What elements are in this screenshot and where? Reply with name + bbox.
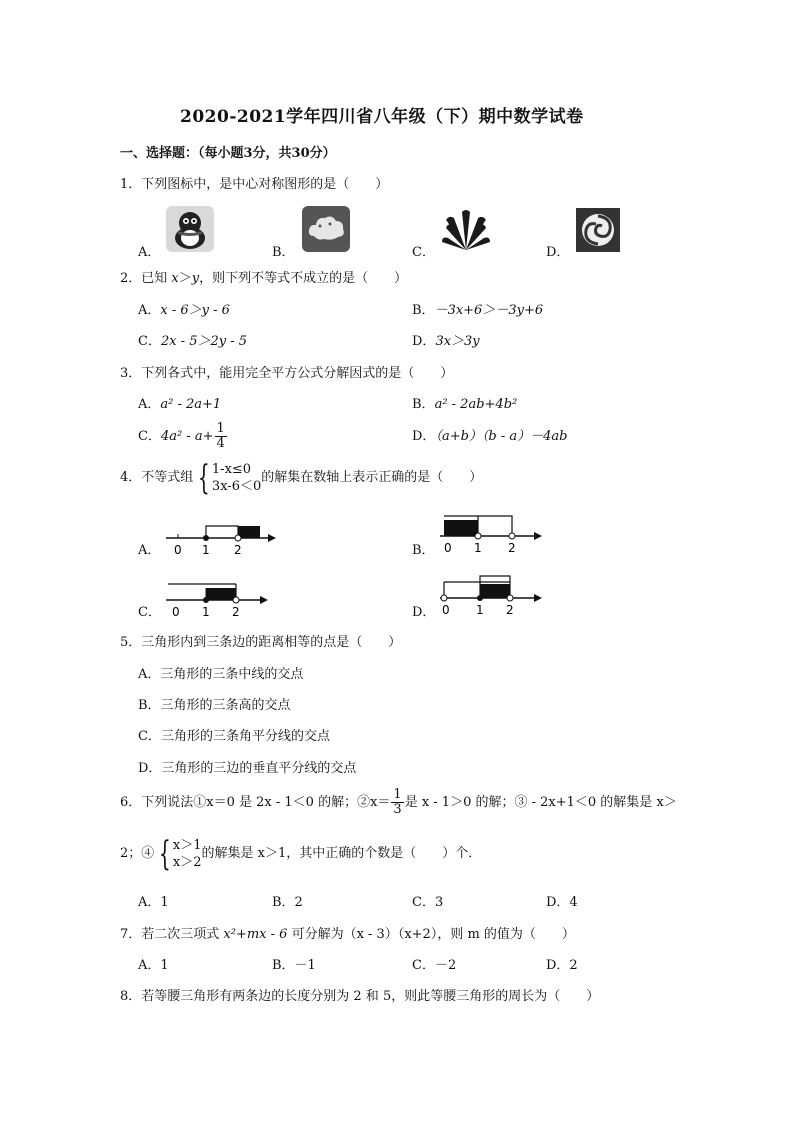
- q5-option-a: A．三角形的三条中线的交点: [138, 667, 304, 682]
- q4-numberline-b: [434, 510, 544, 556]
- section-heading: 一、选择题：（每小题3分，共30分）: [120, 146, 336, 161]
- cloud-icon: [302, 206, 350, 256]
- question-7-stem: 7．若二次三项式 x²+mx - 6 可分解为（x - 3）（x+2），则 m 的值为（ ）: [120, 927, 575, 942]
- q4-option-a-label: A．: [138, 543, 161, 558]
- tick-label: 2: [508, 541, 516, 555]
- penguin-icon: [166, 206, 214, 256]
- q4-numberline-c: [160, 576, 270, 622]
- q4-numberline-d: [434, 572, 544, 618]
- question-5-stem: 5．三角形内到三条边的距离相等的点是（ ）: [120, 635, 402, 650]
- question-1-stem: 1．下列图标中，是中心对称图形的是（ ）: [120, 177, 389, 192]
- q1-option-d-label: D．: [546, 245, 570, 260]
- inequality-system-q6: { x＞1 x＞2: [159, 833, 202, 874]
- inequality-system: { 1-x≤0 3x-6＜0: [198, 457, 262, 498]
- swirl-icon: [576, 208, 620, 256]
- q2-option-b: B．－3x+6＞－3y+6: [412, 303, 544, 318]
- tick-label: 1: [476, 603, 484, 617]
- q3-option-b: B．a² - 2ab+4b²: [412, 397, 518, 412]
- q3-option-c: C．4a² - a+ $\frac{1}{4}$: [138, 421, 225, 451]
- q6-option-a: A．1: [138, 895, 169, 910]
- question-2-stem: 2．已知 x＞y，则下列不等式不成立的是（ ）: [120, 271, 408, 286]
- q2-option-c: C．2x - 5＞2y - 5: [138, 334, 248, 349]
- tick-label: 2: [232, 605, 240, 619]
- tick-label: 1: [474, 541, 482, 555]
- q3-option-a: A．a² - 2a+1: [138, 397, 222, 412]
- tick-label: 2: [234, 543, 242, 557]
- page-title: 2020-2021学年四川省八年级（下）期中数学试卷: [180, 107, 584, 127]
- q6-option-d: D．4: [546, 895, 578, 910]
- q7-option-a: A．1: [138, 958, 169, 973]
- tick-label: 2: [506, 603, 514, 617]
- q4-numberline-a: [160, 514, 280, 560]
- q6-option-b: B．2: [272, 895, 303, 910]
- q7-option-b: B．－1: [272, 958, 316, 973]
- q3-option-d: D．（a+b）（b - a）－4ab: [412, 429, 568, 444]
- q4-option-b-label: B．: [412, 543, 435, 558]
- question-8-stem: 8．若等腰三角形有两条边的长度分别为 2 和 5，则此等腰三角形的周长为（ ）: [120, 989, 600, 1004]
- q4-option-d-label: D．: [412, 605, 436, 620]
- tick-label: 1: [202, 605, 210, 619]
- fraction-one-quarter: $\frac{1}{4}$: [216, 421, 225, 451]
- q5-option-c: C．三角形的三条角平分线的交点: [138, 729, 330, 744]
- q2-option-a: A．x - 6＞y - 6: [138, 303, 230, 318]
- huawei-icon: [440, 206, 492, 256]
- tick-label: 0: [172, 605, 180, 619]
- q2-option-d: D．3x＞3y: [412, 334, 480, 349]
- tick-label: 0: [442, 603, 450, 617]
- question-3-stem: 3．下列各式中，能用完全平方公式分解因式的是（ ）: [120, 366, 454, 381]
- fraction-one-third: $\frac{1}{3}$: [393, 787, 402, 817]
- q4-option-c-label: C．: [138, 605, 161, 620]
- question-6-line-1: 6．下列说法①x＝0 是 2x - 1＜0 的解；②x＝ $\frac{1}{3}$ 是 x - 1＞0 的解；③ - 2x+1＜0 的解集是 x＞: [120, 787, 677, 817]
- tick-label: 0: [174, 543, 182, 557]
- q7-option-d: D．2: [546, 958, 578, 973]
- question-6-line-2: 2；④ { x＞1 x＞2 的解集是 x＞1，其中正确的个数是（ ）个．: [120, 833, 482, 874]
- q7-option-c: C．－2: [412, 958, 457, 973]
- tick-label: 1: [202, 543, 210, 557]
- q5-option-b: B．三角形的三条高的交点: [138, 698, 291, 713]
- q6-option-c: C．3: [412, 895, 444, 910]
- q1-option-b-label: B．: [272, 245, 295, 260]
- q1-option-c-label: C．: [412, 245, 435, 260]
- tick-label: 0: [444, 541, 452, 555]
- q1-option-a-label: A．: [138, 245, 161, 260]
- question-4-stem: 4．不等式组 { 1-x≤0 3x-6＜0 的解集在数轴上表示正确的是（ ）: [120, 457, 483, 498]
- q5-option-d: D．三角形的三边的垂直平分线的交点: [138, 761, 357, 776]
